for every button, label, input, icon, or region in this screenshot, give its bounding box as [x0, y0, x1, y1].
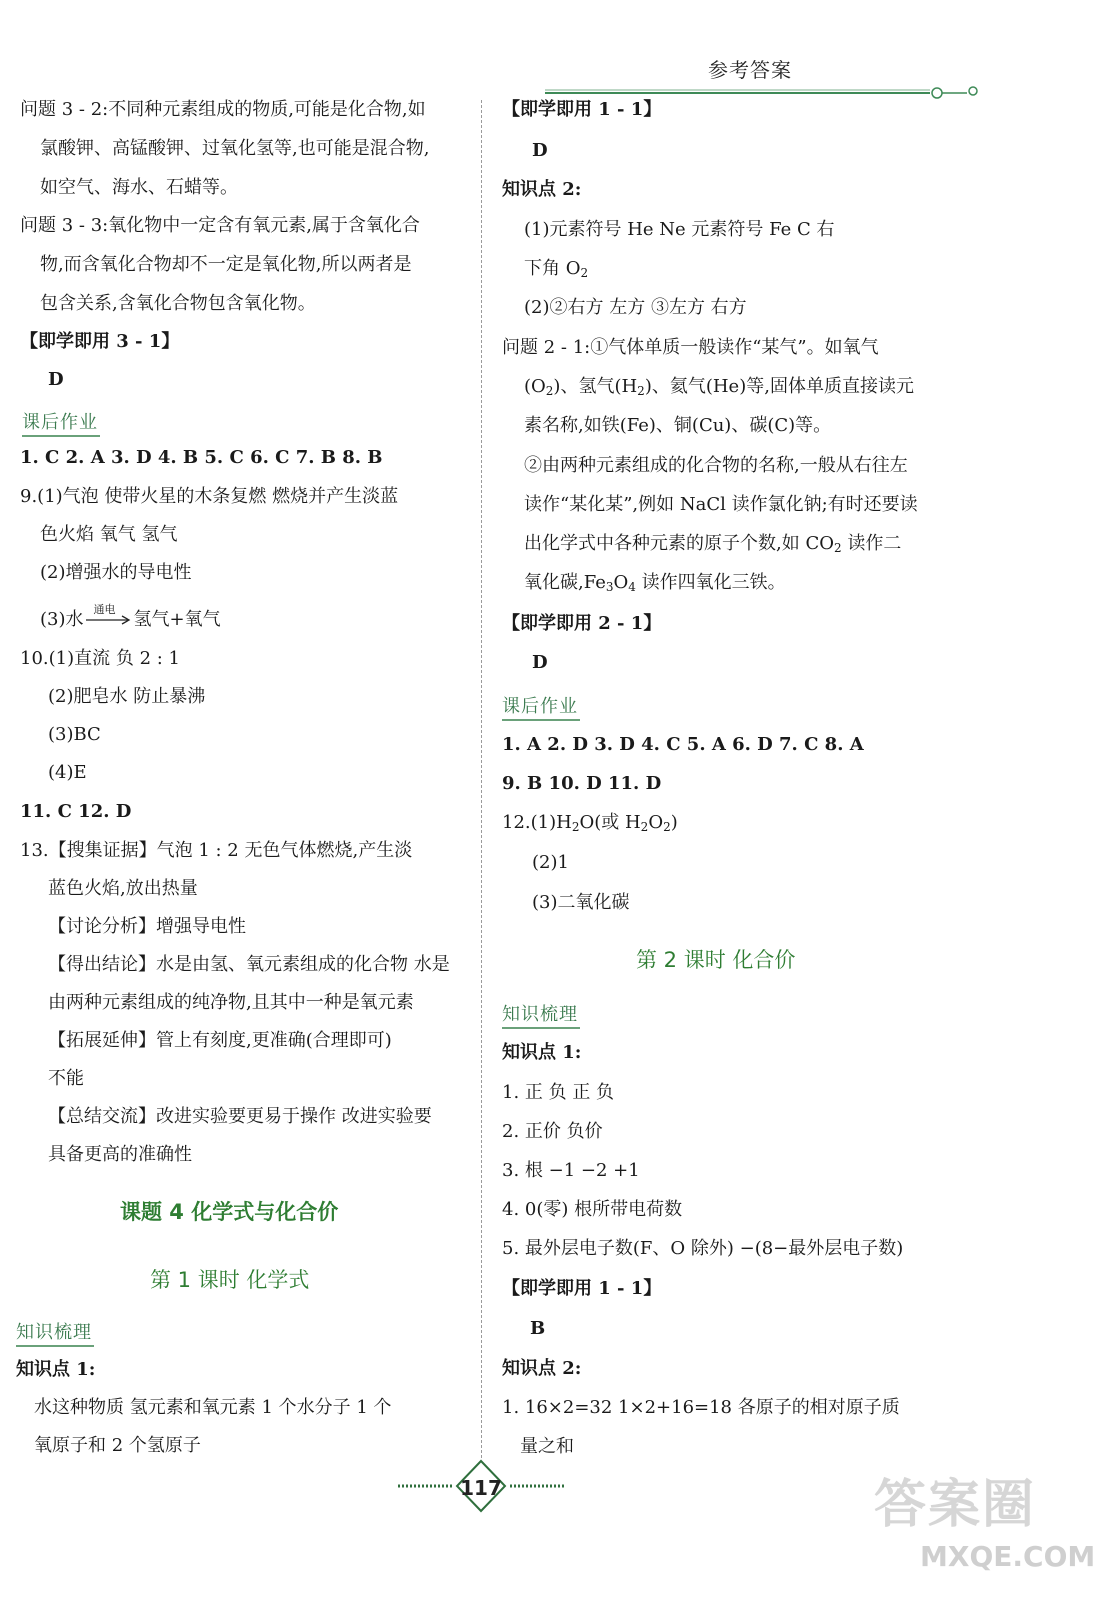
subscript: 2	[640, 820, 649, 834]
question-2-1-line-4: ②由两种元素组成的化合物的名称,一般从右往左	[524, 455, 908, 476]
practice-1-1b-answer: B	[530, 1318, 546, 1339]
homework-12-line-2: (2)1	[532, 852, 569, 873]
knowledge-section-label: 知识梳理	[16, 1318, 94, 1347]
lesson-2-heading: 第 2 课时 化合价	[636, 948, 796, 972]
homework-13-line-1: 13.【搜集证据】气泡 1 : 2 无色气体燃烧,产生淡	[20, 840, 413, 861]
text-fragment: 读作二	[841, 533, 902, 554]
practice-2-1-heading: 【即学即用 2 - 1】	[502, 613, 662, 634]
subscript: 2	[580, 266, 589, 280]
subscript: 2	[663, 820, 671, 834]
text-fragment: )、氢气(H	[553, 376, 638, 397]
text-fragment: 下角 O	[524, 258, 581, 279]
question-3-3-line-1: 问题 3 - 3:氧化物中一定含有氧元素,属于含氧化合	[20, 215, 420, 236]
practice-1-1b-heading: 【即学即用 1 - 1】	[502, 1278, 662, 1299]
watermark-url: MXQE.COM	[920, 1540, 1095, 1573]
equation-products: 氢气+氧气	[133, 609, 221, 630]
knowledge-point-1-item-3: 3. 根 −1 −2 +1	[502, 1160, 640, 1181]
homework-12-line-1	[502, 811, 678, 839]
knowledge-point-2b-heading: 知识点 2:	[502, 1358, 582, 1379]
text-fragment: (O	[524, 376, 546, 397]
text-fragment: )	[670, 812, 678, 833]
homework-10-line-4: (4)E	[48, 762, 87, 783]
knowledge-point-2b-line-1: 1. 16×2=32 1×2+16=18 各原子的相对原子质	[502, 1397, 900, 1418]
practice-1-1-answer: D	[532, 140, 548, 161]
practice-1-1-heading: 【即学即用 1 - 1】	[502, 99, 662, 120]
reaction-condition: 通电	[93, 603, 116, 616]
knowledge-point-1-line-2: 氧原子和 2 个氢原子	[34, 1435, 201, 1456]
lesson-1-heading: 第 1 课时 化学式	[150, 1268, 310, 1292]
column-divider	[481, 100, 482, 1458]
knowledge-point-1-line-1: 水这种物质 氢元素和氧元素 1 个水分子 1 个	[34, 1397, 392, 1418]
subscript: 2	[545, 384, 554, 398]
text-fragment: O	[648, 812, 664, 833]
equation-reactant: (3)水	[40, 609, 84, 630]
homework-answers-9-11: 9. B 10. D 11. D	[502, 773, 662, 794]
watermark-logo: 答案圈	[874, 1475, 1037, 1535]
homework-10-line-3: (3)BC	[48, 724, 101, 745]
homework-13-line-3: 【讨论分析】增强导电性	[48, 916, 246, 937]
subscript: 2	[833, 541, 842, 555]
homework-answers-1-8: 1. C 2. A 3. D 4. B 5. C 6. C 7. B 8. B	[20, 447, 383, 468]
homework-13-line-9: 具备更高的准确性	[48, 1144, 192, 1165]
text-fragment: 出化学式中各种元素的原子个数,如 CO	[524, 533, 834, 554]
homework-9-line-2: 色火焰 氧气 氢气	[40, 524, 178, 545]
text-fragment: 读作四氧化三铁。	[635, 572, 786, 593]
page-header-title: 参考答案	[708, 58, 792, 82]
homework-13-line-5: 由两种元素组成的纯净物,且其中一种是氧元素	[48, 992, 414, 1013]
knowledge-section-label: 知识梳理	[502, 1000, 580, 1029]
question-3-3-line-2: 物,而含氧化合物却不一定是氧化物,所以两者是	[40, 254, 412, 275]
homework-13-line-6: 【拓展延伸】管上有刻度,更准确(合理即可)	[48, 1030, 392, 1051]
homework-10-line-1: 10.(1)直流 负 2 : 1	[20, 648, 180, 669]
subscript: 3	[605, 580, 614, 594]
question-2-1-line-1: 问题 2 - 1:①气体单质一般读作“某气”。如氧气	[502, 337, 879, 358]
homework-9-line-1: 9.(1)气泡 使带火星的木条复燃 燃烧并产生淡蓝	[20, 486, 399, 507]
knowledge-point-1-heading: 知识点 1:	[16, 1359, 96, 1380]
homework-answers-1-8: 1. A 2. D 3. D 4. C 5. A 6. D 7. C 8. A	[502, 734, 864, 755]
text-fragment: )、氦气(He)等,固体单质直接读元	[644, 376, 914, 397]
practice-2-1-answer: D	[532, 652, 548, 673]
practice-3-1-answer: D	[48, 369, 64, 390]
homework-section-label: 课后作业	[22, 408, 100, 437]
question-3-2-line-2: 氯酸钾、高锰酸钾、过氧化氢等,也可能是混合物,	[40, 138, 430, 159]
question-3-2-line-1: 问题 3 - 2:不同种元素组成的物质,可能是化合物,如	[20, 99, 426, 120]
knowledge-point-2-item-1-line-1: (1)元素符号 He Ne 元素符号 Fe C 右	[524, 219, 835, 240]
question-2-1-line-7	[524, 571, 786, 599]
question-2-1-line-3: 素名称,如铁(Fe)、铜(Cu)、碳(C)等。	[524, 415, 832, 436]
homework-13-line-2: 蓝色火焰,放出热量	[48, 878, 198, 899]
homework-13-line-7: 不能	[48, 1068, 84, 1089]
knowledge-point-1-heading: 知识点 1:	[502, 1042, 582, 1063]
question-3-3-line-3: 包含关系,含氧化合物包含氧化物。	[40, 293, 316, 314]
knowledge-point-1-item-5: 5. 最外层电子数(F、O 除外) −(8−最外层电子数)	[502, 1238, 904, 1259]
homework-10-line-2: (2)肥皂水 防止暴沸	[48, 686, 206, 707]
knowledge-point-1-item-1: 1. 正 负 正 负	[502, 1082, 615, 1103]
homework-13-line-8: 【总结交流】改进实验要更易于操作 改进实验要	[48, 1106, 432, 1127]
knowledge-point-2b-line-2: 量之和	[520, 1436, 574, 1457]
reaction-arrow	[84, 603, 134, 632]
practice-3-1-heading: 【即学即用 3 - 1】	[20, 331, 180, 352]
page-number: 117	[460, 1476, 502, 1500]
question-3-2-line-3: 如空气、海水、石蜡等。	[40, 177, 238, 198]
topic-4-heading: 课题 4 化学式与化合价	[120, 1200, 339, 1224]
homework-12-line-3: (3)二氧化碳	[532, 892, 630, 913]
subscript: 4	[628, 580, 636, 594]
homework-13-line-4: 【得出结论】水是由氢、氧元素组成的化合物 水是	[48, 954, 450, 975]
question-2-1-line-2	[524, 375, 914, 403]
knowledge-point-2-heading: 知识点 2:	[502, 179, 582, 200]
subscript: 2	[571, 820, 580, 834]
homework-9-equation	[40, 603, 221, 632]
knowledge-point-1-item-4: 4. 0(零) 根所带电荷数	[502, 1199, 683, 1220]
subscript: 2	[637, 384, 645, 398]
question-2-1-line-6	[524, 532, 901, 560]
text-fragment: O(或 H	[579, 812, 641, 833]
knowledge-point-2-item-2: (2)②右方 左方 ③左方 右方	[524, 297, 747, 318]
text-fragment: 12.(1)H	[502, 812, 572, 833]
question-2-1-line-5: 读作“某化某”,例如 NaCl 读作氯化钠;有时还要读	[524, 494, 918, 515]
text-fragment: 氧化碳,Fe	[524, 572, 606, 593]
knowledge-point-2-item-1-line-2	[524, 257, 588, 285]
homework-11-12: 11. C 12. D	[20, 801, 132, 822]
knowledge-point-1-item-2: 2. 正价 负价	[502, 1121, 603, 1142]
homework-9-line-3: (2)增强水的导电性	[40, 562, 192, 583]
homework-section-label: 课后作业	[502, 692, 580, 721]
text-fragment: O	[613, 572, 629, 593]
